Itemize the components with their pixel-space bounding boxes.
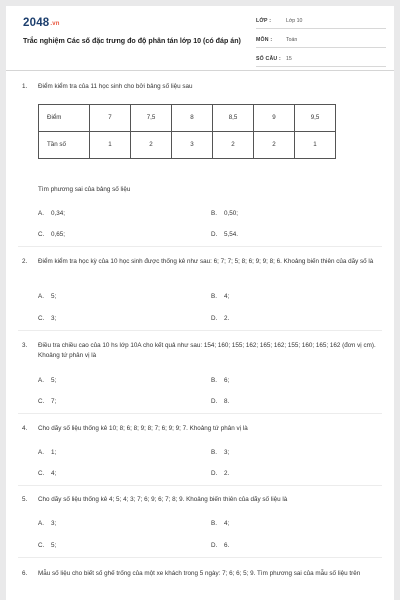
option-letter: A.	[38, 210, 44, 217]
option-letter: D.	[211, 398, 218, 405]
meta-value: 15	[286, 56, 292, 62]
logo-text: 2048	[23, 17, 50, 29]
question-text: Điểm kiểm tra học kỳ của 10 học sinh được thống kê như sau: 6; 7; 7; 5; 8; 6; 9; 9; 8; 6. Khoảng biến thiên của dãy số là	[38, 258, 374, 265]
option-text: 0,50;	[224, 210, 239, 217]
question-text: Mẫu số liệu cho biết số ghế trống của một xe khách trong 5 ngày: 7; 6; 6; 5; 9. Tìm phương sai của mẫu số liệu trên	[38, 570, 361, 577]
table-cell: 7,5	[131, 105, 172, 132]
option-text: 7;	[51, 398, 57, 405]
question-number: 1.	[22, 83, 28, 90]
option-text: 0,65;	[51, 231, 66, 238]
question-divider	[18, 246, 382, 247]
option-text: 3;	[51, 520, 57, 527]
option-text: 5;	[51, 293, 57, 300]
option-b[interactable]	[211, 519, 229, 529]
option-a[interactable]	[38, 448, 56, 458]
option-letter: D.	[211, 315, 218, 322]
question-divider	[18, 485, 382, 486]
option-text: 6.	[224, 542, 230, 549]
option-text: 1;	[51, 449, 57, 456]
option-b[interactable]	[211, 448, 229, 458]
question-number: 5.	[22, 496, 28, 503]
option-letter: B.	[211, 210, 217, 217]
question-subtext: Tìm phương sai của bảng số liệu	[38, 186, 131, 193]
meta-label: MÔN :	[256, 37, 273, 43]
option-d[interactable]	[211, 469, 229, 479]
option-letter: A.	[38, 449, 44, 456]
option-a[interactable]	[38, 376, 56, 386]
table-cell: 2	[131, 132, 172, 159]
option-letter: C.	[38, 315, 45, 322]
option-c[interactable]	[38, 541, 56, 551]
option-a[interactable]	[38, 209, 65, 219]
score-table	[38, 104, 336, 159]
option-text: 8.	[224, 398, 230, 405]
document-header	[6, 6, 394, 68]
option-letter: D.	[211, 470, 218, 477]
document-page	[6, 6, 394, 600]
site-logo[interactable]	[23, 17, 60, 29]
option-text: 3;	[51, 315, 57, 322]
question-text: Cho dãy số liệu thống kê 10; 8; 6; 8; 9; 8; 7; 6; 9; 9; 7. Khoảng tứ phân vị là	[38, 425, 248, 432]
table-row-header: Tần số	[39, 132, 90, 159]
option-letter: D.	[211, 231, 218, 238]
option-text: 0,34;	[51, 210, 66, 217]
option-letter: C.	[38, 470, 45, 477]
option-c[interactable]	[38, 230, 65, 240]
option-b[interactable]	[211, 209, 238, 219]
meta-row-class	[256, 16, 386, 29]
option-text: 5;	[51, 377, 57, 384]
meta-row-count	[256, 54, 386, 67]
option-a[interactable]	[38, 292, 56, 302]
option-letter: C.	[38, 398, 45, 405]
question-divider	[18, 330, 382, 331]
option-c[interactable]	[38, 314, 56, 324]
option-letter: C.	[38, 542, 45, 549]
question-text: Điểm kiểm tra của 11 học sinh cho bởi bảng số liệu sau	[38, 83, 193, 90]
header-divider	[6, 70, 394, 71]
question-text: Điều tra chiều cao của 10 hs lớp 10A cho kết quả như sau: 154; 160; 155; 162; 165; 162; 155; 160; 165; 162 (đơn vị cm). Khoảng tứ phân vị là	[38, 342, 376, 359]
table-cell: 8	[172, 105, 213, 132]
question-divider	[18, 557, 382, 558]
option-letter: B.	[211, 293, 217, 300]
option-d[interactable]	[211, 230, 238, 240]
table-row-header: Điểm	[39, 105, 90, 132]
option-letter: B.	[211, 520, 217, 527]
table-row	[39, 105, 336, 132]
option-text: 6;	[224, 377, 230, 384]
option-letter: C.	[38, 231, 45, 238]
question-number: 6.	[22, 570, 28, 577]
table-cell: 2	[213, 132, 254, 159]
option-letter: A.	[38, 377, 44, 384]
table-cell: 1	[90, 132, 131, 159]
table-cell: 2	[254, 132, 295, 159]
option-text: 2.	[224, 470, 230, 477]
question-number: 2.	[22, 258, 28, 265]
document-title: Trắc nghiệm Các số đặc trưng đo độ phân tán lớp 10 (có đáp án)	[23, 37, 241, 45]
option-letter: B.	[211, 377, 217, 384]
option-letter: B.	[211, 449, 217, 456]
option-c[interactable]	[38, 397, 56, 407]
option-text: 5;	[51, 542, 57, 549]
question-text: Cho dãy số liệu thống kê 4; 5; 4; 3; 7; 6; 9; 6; 7; 8; 9. Khoảng biến thiên của dãy số liệu là	[38, 496, 288, 503]
option-d[interactable]	[211, 541, 229, 551]
option-b[interactable]	[211, 376, 229, 386]
table-cell: 7	[90, 105, 131, 132]
option-text: 4;	[224, 293, 230, 300]
meta-panel	[256, 16, 386, 73]
table-cell: 3	[172, 132, 213, 159]
table-cell: 8,5	[213, 105, 254, 132]
table-cell: 9,5	[295, 105, 336, 132]
option-letter: A.	[38, 520, 44, 527]
option-text: 4;	[224, 520, 230, 527]
option-d[interactable]	[211, 397, 229, 407]
meta-value: Lớp 10	[286, 18, 303, 24]
question-number: 4.	[22, 425, 28, 432]
option-d[interactable]	[211, 314, 229, 324]
meta-label: SỐ CÂU :	[256, 56, 281, 62]
meta-label: LỚP :	[256, 18, 272, 24]
table-row	[39, 132, 336, 159]
option-text: 3;	[224, 449, 230, 456]
table-cell: 1	[295, 132, 336, 159]
option-c[interactable]	[38, 469, 56, 479]
option-b[interactable]	[211, 292, 229, 302]
option-a[interactable]	[38, 519, 56, 529]
option-text: 2.	[224, 315, 230, 322]
option-letter: D.	[211, 542, 218, 549]
meta-row-subject	[256, 35, 386, 48]
logo-suffix: .vn	[50, 21, 60, 27]
question-number: 3.	[22, 342, 28, 349]
option-text: 5,54.	[224, 231, 239, 238]
meta-value: Toán	[286, 37, 298, 43]
question-divider	[18, 413, 382, 414]
option-letter: A.	[38, 293, 44, 300]
option-text: 4;	[51, 470, 57, 477]
table-cell: 9	[254, 105, 295, 132]
